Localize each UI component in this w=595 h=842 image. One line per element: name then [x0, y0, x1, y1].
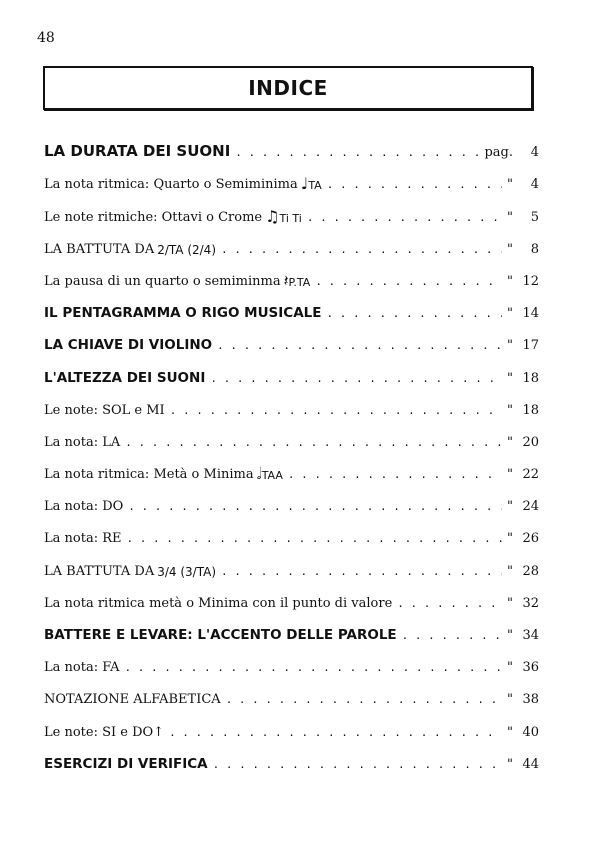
toc-entry-ref: " — [507, 563, 513, 579]
toc-entry-page: 8 — [530, 241, 539, 257]
leader-dots — [327, 178, 502, 192]
toc-entry-page: 5 — [530, 209, 539, 225]
toc-entry-label: NOTAZIONE ALFABETICA — [44, 692, 221, 708]
toc-entry-label: ESERCIZI DI VERIFICA — [44, 755, 208, 772]
leader-dots — [402, 629, 502, 643]
quarter-note-icon: ♩TA — [300, 174, 322, 194]
leader-dots — [221, 243, 502, 257]
leader-dots — [126, 532, 502, 546]
toc-entry-page: 14 — [522, 306, 539, 322]
toc-entry-ref: " — [507, 209, 513, 225]
toc-entry-page: 20 — [522, 434, 539, 450]
toc-entry-page: 4 — [530, 145, 539, 161]
toc-entry-label: BATTERE E LEVARE: L'ACCENTO DELLE PAROLE — [44, 627, 397, 643]
toc-entry[interactable] — [44, 392, 539, 424]
toc-entry-label: La nota: FA — [44, 660, 120, 676]
toc-entry-label: La nota: LA — [44, 434, 121, 450]
eighth-notes-icon: ♫Ti Ti — [265, 206, 302, 226]
leader-dots — [226, 693, 502, 707]
toc-entry-label: Le note: SOL e MI — [44, 402, 165, 418]
leader-dots — [125, 436, 502, 450]
toc-entry[interactable] — [44, 488, 539, 520]
toc-entry[interactable] — [44, 424, 539, 456]
leader-dots — [235, 146, 479, 160]
toc-entry[interactable] — [44, 327, 539, 359]
toc-entry[interactable] — [44, 231, 539, 263]
toc-entry[interactable] — [44, 198, 539, 230]
toc-entry-label: La pausa di un quarto o semiminma — [44, 273, 281, 289]
toc-entry-ref: " — [507, 241, 513, 257]
toc-entry-page: 32 — [522, 595, 539, 611]
toc-entry-ref: " — [507, 467, 513, 483]
toc-entry-ref: " — [507, 531, 513, 547]
title-box — [43, 66, 533, 110]
toc-entry-label: L'ALTEZZA DEI SUONI — [44, 369, 206, 386]
toc-entry[interactable] — [44, 746, 539, 778]
toc-entry-label: LA BATTUTA DA — [44, 563, 155, 579]
toc-entry[interactable] — [44, 681, 539, 713]
toc-entry-label: LA BATTUTA DA — [44, 241, 155, 257]
toc-entry-ref: " — [507, 402, 513, 418]
toc-entry-ref: " — [507, 338, 513, 354]
toc-entry-ref: " — [507, 370, 513, 386]
toc-entry-ref: " — [507, 434, 513, 450]
toc-entry-page: 38 — [522, 692, 539, 708]
toc-entry-label: La nota ritmica metà o Minima con il punto di valore — [44, 595, 393, 611]
half-note-icon: 𝅗𝅥TAA — [256, 464, 283, 484]
toc-entry[interactable] — [44, 359, 539, 391]
toc-entry-ref: " — [507, 306, 513, 322]
toc-entry-page: 34 — [522, 628, 539, 643]
toc-entry-page: 4 — [530, 177, 539, 193]
toc-entry-page: 40 — [522, 724, 539, 740]
time-signature-2-4: 2/TA (2/4) — [157, 242, 216, 257]
leader-dots — [315, 275, 502, 289]
toc-entry-label: IL PENTAGRAMMA O RIGO MUSICALE — [44, 305, 322, 322]
toc-entry[interactable] — [44, 520, 539, 552]
toc-entry-page: 44 — [522, 756, 539, 772]
time-signature-3-4: 3/4 (3/TA) — [157, 564, 216, 579]
page-title: INDICE — [248, 76, 328, 100]
leader-dots — [397, 597, 502, 611]
toc-entry-label: LA CHIAVE DI VIOLINO — [44, 337, 213, 354]
leader-dots — [124, 661, 502, 675]
leader-dots — [128, 500, 502, 514]
toc-entry[interactable] — [44, 166, 539, 198]
toc-entry-page: 17 — [522, 338, 539, 354]
toc-entry-page: 22 — [522, 467, 539, 483]
toc-entry-page: 18 — [522, 370, 539, 386]
toc-entry-ref: " — [507, 724, 513, 740]
toc-entry[interactable] — [44, 263, 539, 295]
toc-entry-label: La nota: DO — [44, 499, 124, 515]
toc-entry[interactable] — [44, 617, 539, 649]
toc-entry-page: 28 — [522, 563, 539, 579]
toc-entry[interactable] — [44, 295, 539, 327]
toc-entry-ref: " — [507, 273, 513, 289]
toc-entry[interactable] — [44, 649, 539, 681]
toc-entry-ref: " — [507, 177, 513, 193]
toc-entry-page: 26 — [522, 531, 539, 547]
leader-dots — [169, 726, 502, 740]
toc-entry[interactable] — [44, 585, 539, 617]
page-number: 48 — [37, 30, 55, 46]
toc-entry-page: 12 — [522, 273, 539, 289]
toc-entry-label: LA DURATA DEI SUONI — [44, 142, 231, 161]
toc-entry[interactable] — [44, 552, 539, 584]
toc-entry-label: Le note ritmiche: Ottavi o Crome — [44, 209, 263, 225]
leader-dots — [326, 307, 502, 321]
toc-entry-page: 18 — [522, 402, 539, 418]
toc-entry-ref: " — [507, 756, 513, 772]
toc-entry[interactable] — [44, 134, 539, 166]
leader-dots — [288, 468, 502, 482]
toc-entry-ref: " — [507, 660, 513, 676]
toc-entry-ref: " — [507, 692, 513, 708]
toc-entry-label: La nota ritmica: Quarto o Semiminima — [44, 177, 298, 193]
leader-dots — [210, 372, 502, 386]
toc-entry-ref: pag. — [484, 145, 513, 161]
toc-entry[interactable] — [44, 456, 539, 488]
toc-entry-ref: " — [507, 628, 513, 643]
toc-entry-label: Le note: SI e DO↑ — [44, 724, 165, 740]
toc-entry-label: La nota: RE — [44, 531, 122, 547]
quarter-rest-icon: 𝄽P.TA — [283, 270, 311, 290]
toc-entry-ref: " — [507, 499, 513, 515]
toc-entry-page: 24 — [522, 499, 539, 515]
toc-entry[interactable] — [44, 713, 539, 745]
toc-entry-label: La nota ritmica: Metà o Minima — [44, 467, 254, 483]
leader-dots — [213, 758, 502, 772]
toc-entry-page: 36 — [522, 660, 539, 676]
leader-dots — [217, 339, 502, 353]
toc-entry-ref: " — [507, 595, 513, 611]
leader-dots — [221, 565, 502, 579]
leader-dots — [170, 404, 502, 418]
table-of-contents — [44, 134, 539, 778]
leader-dots — [307, 211, 502, 225]
